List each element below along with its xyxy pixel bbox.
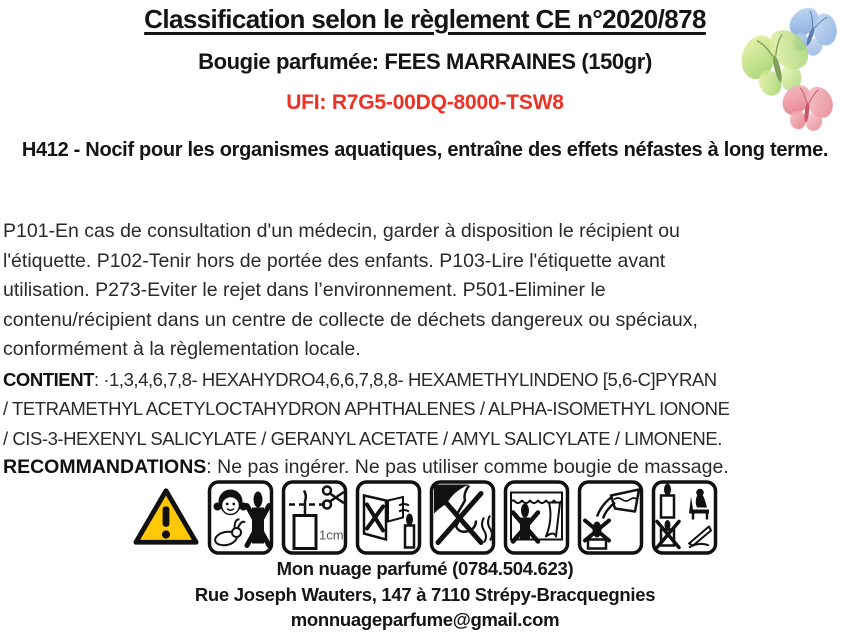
company-email: monnuageparfume@gmail.com [290, 609, 560, 630]
recommandations-label: RECOMMANDATIONS [3, 456, 207, 478]
precaution-line: P101-En cas de consultation d'un médecin, garder à disposition le récipient ou [3, 220, 680, 242]
footer-contact-block [0, 556, 850, 633]
contient-line-3: / CIS-3-HEXENYL SALICYLATE / GERANYL ACETATE / AMYL SALICYLATE / LIMONENE. [3, 427, 722, 449]
trim-wick-1cm-icon [281, 479, 348, 556]
precaution-line: conformément à la règlementation locale. [3, 338, 361, 360]
contient-line-1 [3, 365, 849, 395]
hazard-statement-h412: H412 - Nocif pour les organismes aquatiques, entraîne des effets néfastes à long terme. [21, 139, 829, 161]
precaution-line: contenu/récipient dans un centre de collecte de déchets dangereux ou spéciaux, [3, 308, 698, 331]
company-name-phone: Mon nuage parfumé (0784.504.623) [276, 558, 574, 579]
keep-away-from-flammables-icon [503, 479, 570, 556]
company-address: Rue Joseph Wauters, 147 à 7110 Strépy-Bracquegnies [194, 583, 656, 605]
safety-pictogram-row [0, 477, 850, 557]
keep-away-children-pets-icon [207, 479, 274, 556]
contient-label: CONTIENT [3, 368, 94, 390]
precaution-line: utilisation. P273-Eviter le rejet dans l’environnement. P501-Eliminer le [3, 279, 606, 301]
do-not-inhale-smoke-icon [429, 479, 496, 556]
recommandations-text: : Ne pas ingérer. Ne pas utiliser comme bougie de massage. [206, 456, 729, 478]
keep-away-from-drafts-icon [355, 479, 422, 556]
never-leave-unattended-icon [651, 479, 718, 556]
product-name: Bougie parfumée: FEES MARRAINES (150gr) [198, 49, 652, 74]
contient-line-2: / TETRAMETHYL ACETYLOCTAHYDRON APHTHALENES / ALPHA-ISOMETHYL IONONE [3, 398, 730, 419]
general-warning-icon [132, 485, 200, 549]
page-title: Classification selon le règlement CE n°2020/878 [144, 4, 706, 34]
ufi-code: UFI: R7G5-00DQ-8000-TSW8 [286, 91, 564, 114]
wick-trim-length-label: 1cm [319, 527, 344, 542]
precaution-line: l'étiquette. P102-Tenir hors de portée des enfants. P103-Lire l'étiquette avant [3, 249, 666, 272]
precaution-paragraph [3, 217, 849, 483]
contient-text-1: : ·1,3,4,6,7,8- HEXAHYDRO4,6,6,7,8,8- HEXAMETHYLINDENO [5,6-C]PYRAN [93, 368, 717, 390]
do-not-extinguish-with-water-icon [577, 479, 644, 556]
